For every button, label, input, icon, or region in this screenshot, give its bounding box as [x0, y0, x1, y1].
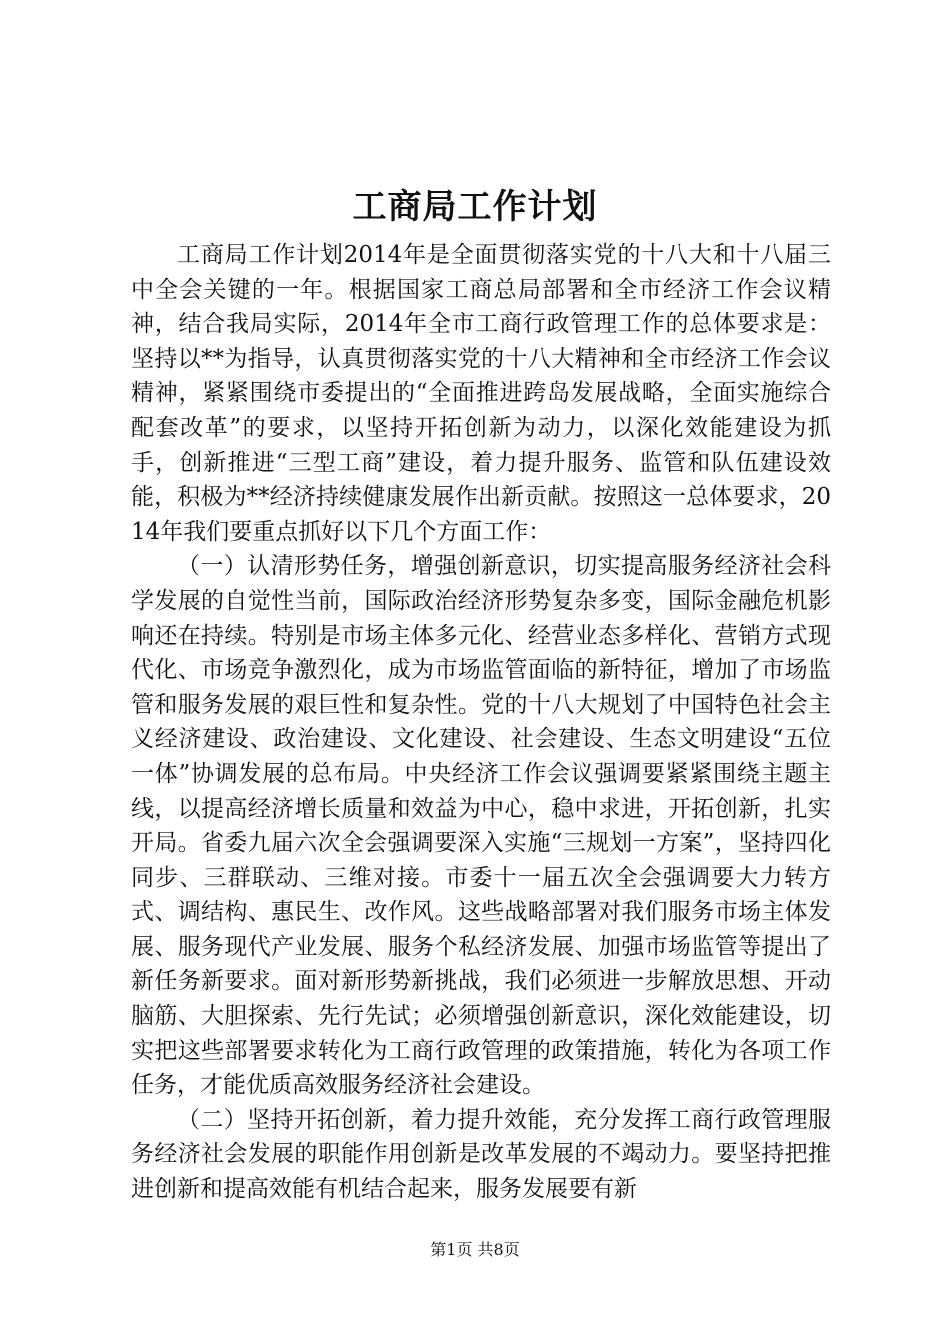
paragraph-section-1: （一）认清形势任务，增强创新意识，切实提高服务经济社会科学发展的自觉性当前，国际政治经济形势复杂多变，国际金融危机影响还在持续。特别是市场主体多元化、经营业态多样化、营销方式现代化、市场竞争激烈化，成为市场监管面临的新特征，增加了市场监管和服务发展的艰巨性和复杂性。党的十八大规划了中国特色社会主义经济建设、政治建设、文化建设、社会建设、生态文明建设“五位一体”协调发展的总布局。中央经济工作会议强调要紧紧围绕主题主线，以提高经济增长质量和效益为中心，稳中求进，开拓创新，扎实开局。省委九届六次全会强调要深入实施“三规划一方案”，坚持四化同步、三群联动、三维对接。市委十一届五次全会强调要大力转方式、调结构、惠民生、改作风。这些战略部署对我们服务市场主体发展、服务现代产业发展、服务个私经济发展、加强市场监管等提出了新任务新要求。面对新形势新挑战，我们必须进一步解放思想、开动脑筋、大胆探索、先行先试；必须增强创新意识，深化效能建设，切实把这些部署要求转化为工商行政管理的政策措施，转化为各项工作任务，才能优质高效服务经济社会建设。 [131, 553, 831, 1099]
paragraph-intro: 工商局工作计划2014年是全面贯彻落实党的十八大和十八届三中全会关键的一年。根据国家工商总局部署和全市经济工作会议精神，结合我局实际，2014年全市工商行政管理工作的总体要求是：坚持以**为指导，认真贯彻落实党的十八大精神和全市经济工作会议精神，紧紧围绕市委提出的“全面推进跨岛发展战略，全面实施综合配套改革”的要求，以坚持开拓创新为动力，以深化效能建设为抓手，创新推进“三型工商”建设，着力提升服务、监管和队伍建设效能，积极为**经济持续健康发展作出新贡献。按照这一总体要求，2014年我们要重点抓好以下几个方面工作： [131, 242, 831, 545]
paragraph-section-2: （二）坚持开拓创新，着力提升效能，充分发挥工商行政管理服务经济社会发展的职能作用创新是改革发展的不竭动力。要坚持把推进创新和提高效能有机结合起来，服务发展要有新 [131, 1106, 831, 1203]
document-title: 工商局工作计划 [352, 187, 598, 227]
page-footer: 第1页 共8页 [430, 1240, 520, 1259]
document-body [131, 238, 831, 1207]
